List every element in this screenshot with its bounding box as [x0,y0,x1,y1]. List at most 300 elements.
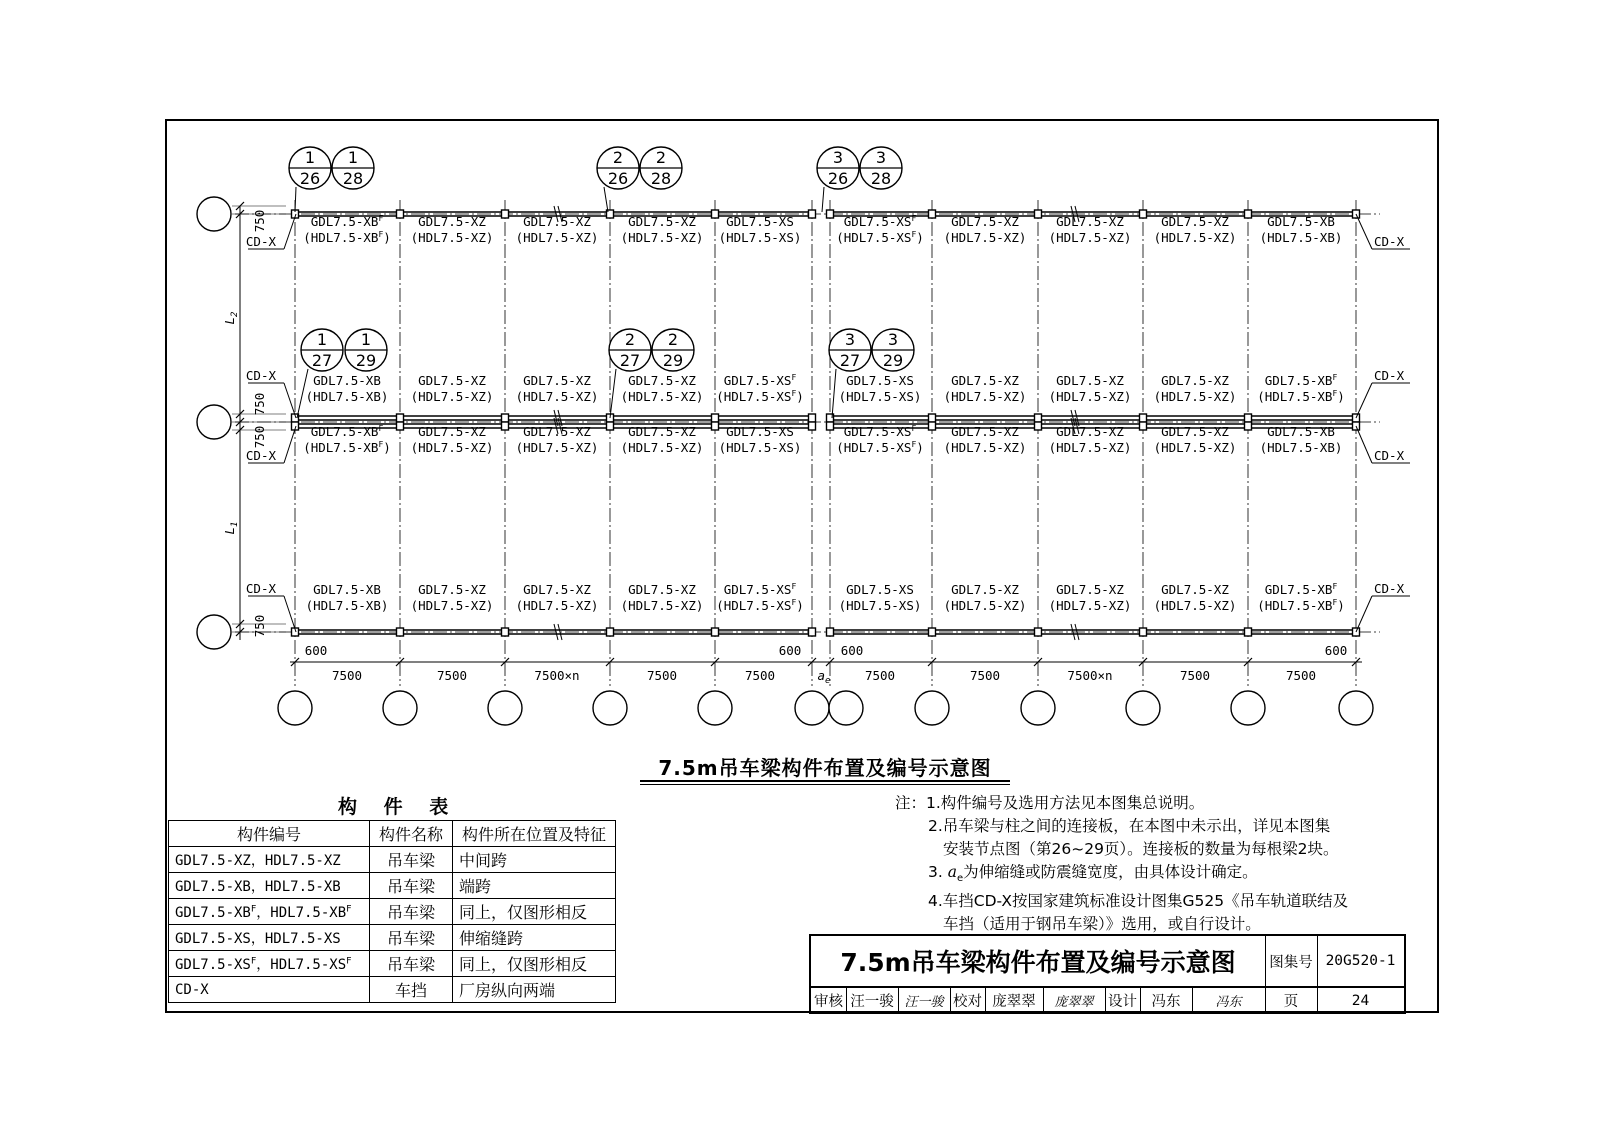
dim-750-bottom: 750 [252,614,267,638]
joint-mark-2-1 [397,422,404,430]
joint-mark-2-9 [1140,422,1147,430]
component-name: 吊车梁 [370,925,453,951]
beam-label-gdl-sup: F [911,424,917,433]
beam-label-hdl: $(HDL7.5-XB^F)$ [303,230,391,245]
design-label: 设计 [1105,987,1141,1014]
table-row [169,847,616,873]
span-label-4: 7500 [744,668,776,683]
beam-label-hdl: (HDL7.5-XZ) [515,230,599,245]
joint-mark-0-8 [1035,210,1042,218]
beam-label-gdl: GDL7.5-XS [726,424,794,439]
callout-mid-2 [609,329,651,371]
callout-top-number: 3 [875,148,887,167]
beam-label-hdl: (HDL7.5-XS) [718,440,802,455]
code-part-a: GDL7.5-XZ，HDL7.5-XZ [175,852,341,869]
column-axis-bubble-2 [488,691,522,725]
joint-mark-3-7 [929,628,936,636]
dim-750-mid-a: 750 [252,392,267,416]
column-marks [292,210,1360,636]
joint-mark-0-10 [1245,210,1252,218]
code-sup-a: F [250,903,257,914]
joint-mark-1-1 [397,414,404,422]
span-label-6: 7500 [969,668,1001,683]
header-code: 构件编号 [169,821,370,847]
beam-label-hdl: (HDL7.5-XZ) [943,230,1027,245]
beam-label-hdl: $(HDL7.5-XS^F)$ [716,598,804,613]
callout-bottom-number: 26 [299,169,321,188]
beam-label-gdl: GDL7.5-XZ [418,424,486,439]
component-code [169,977,370,1003]
callout-bottom-number: 29 [662,351,684,370]
callout-top-1 [332,147,374,189]
callout-top-number: 3 [844,330,856,349]
beam-label-gdl: GDL7.5-XZ [628,373,696,388]
component-name: 吊车梁 [370,899,453,925]
cd-x-leader-2 [284,426,296,463]
column-axis-bubble-3 [593,691,627,725]
beam-labels [303,214,1345,613]
note-1 [895,792,1348,815]
callout-top-2 [597,147,639,189]
component-position: 同上，仅图形相反 [453,899,616,925]
reviewer-signature: 汪一骏 [898,987,951,1014]
callout-mid-3 [652,329,694,371]
beam-label-hdl-close: ) [916,440,924,455]
callout-bottom-number: 28 [342,169,364,188]
beam-label-hdl-sup: F [911,230,917,239]
column-axis-bubble-0 [278,691,312,725]
notes [895,792,1348,936]
component-name: 吊车梁 [370,951,453,977]
beam-label-hdl-close: ) [383,230,391,245]
beam-label-hdl: (HDL7.5-XZ) [620,389,704,404]
code-part-a: GDL7.5-XS [175,956,251,973]
note-3 [895,861,1348,890]
beam-label-gdl: GDL7.5-XZ [1161,424,1229,439]
component-code [169,899,370,925]
beam-label-hdl: (HDL7.5-XZ) [943,598,1027,613]
cd-x-label-2: CD-X [245,448,276,463]
note-3-symbol: a [947,863,957,881]
dim-600-right: 600 [1324,643,1348,658]
title-block-title: 7.5m吊车梁构件布置及编号示意图 [811,936,1266,986]
component-name: 吊车梁 [370,847,453,873]
beam-label-gdl: $GDL7.5-XB^F$ [1264,582,1338,597]
beam-label-hdl-sup: F [911,440,917,449]
detail-callouts [289,147,917,418]
beam-label-gdl-sup: F [378,424,384,433]
beam-label-gdl: GDL7.5-XB [313,373,381,388]
joint-mark-2-8 [1035,422,1042,430]
component-code [169,873,370,899]
beam-label-gdl: GDL7.5-XZ [951,424,1019,439]
beam-label-hdl: (HDL7.5-XZ) [620,230,704,245]
beam-label-gdl: GDL7.5-XS [846,373,914,388]
callout-leader-0 [295,187,296,212]
joint-mark-1-8 [1035,414,1042,422]
callout-leader-5 [832,369,836,418]
column-axis-bubble-8 [1021,691,1055,725]
note-1-text: 1.构件编号及选用方法见本图集总说明。 [926,794,1205,812]
dim-600-left: 600 [304,643,328,658]
joint-mark-0-4 [712,210,719,218]
beam-label-hdl-sup: F [791,598,797,607]
beam-label-gdl: GDL7.5-XZ [951,214,1019,229]
code-part-a: CD-X [175,981,209,998]
cd-x-label-5: CD-X [1374,368,1405,383]
beam-label-gdl: GDL7.5-XZ [1056,373,1124,388]
callout-top-number: 3 [832,148,844,167]
callout-top-4 [817,147,859,189]
joint-mark-3-4 [712,628,719,636]
beam-label-hdl: (HDL7.5-XS) [718,230,802,245]
component-position: 中间跨 [453,847,616,873]
beam-label-hdl-close: ) [796,389,804,404]
cd-x-label-4: CD-X [1374,234,1405,249]
beam-label-gdl: GDL7.5-XB [1267,214,1335,229]
callout-bottom-number: 26 [607,169,629,188]
span-label-0: 7500 [331,668,363,683]
beam-label-hdl: (HDL7.5-XZ) [410,230,494,245]
column-axis-bubble-4 [698,691,732,725]
joint-mark-0-1 [397,210,404,218]
joint-mark-0-6 [827,210,834,218]
header-position: 构件所在位置及特征 [453,821,616,847]
callout-bottom-number: 29 [355,351,377,370]
joint-mark-1-2 [502,414,509,422]
beam-label-gdl: GDL7.5-XZ [523,373,591,388]
beam-label-hdl: (HDL7.5-XZ) [410,598,494,613]
code-part-a: GDL7.5-XB [175,904,251,921]
figure-title-underline-2 [640,784,1010,785]
span-label-7: 7500×n [1067,668,1113,683]
component-position: 厂房纵向两端 [453,977,616,1003]
dim-l1-sub: 1 [230,521,240,527]
table-row [169,977,616,1003]
beam-label-hdl: (HDL7.5-XZ) [1048,440,1132,455]
column-axis-bubble-7 [915,691,949,725]
joint-mark-3-6 [827,628,834,636]
joint-mark-2-5 [809,422,816,430]
component-code [169,925,370,951]
callout-top-number: 3 [887,330,899,349]
beam-label-gdl: GDL7.5-XZ [1056,214,1124,229]
callout-top-5 [860,147,902,189]
column-axis-bubble-9 [1126,691,1160,725]
callout-leader-2 [822,187,824,212]
component-position: 端跨 [453,873,616,899]
beam-label-gdl: GDL7.5-XB [313,582,381,597]
joint-mark-3-2 [502,628,509,636]
cd-x-label-0: CD-X [245,234,276,249]
beam-label-gdl: $GDL7.5-XS^F$ [723,373,797,388]
joint-mark-2-3 [607,422,614,430]
beam-label-hdl-sup: F [378,440,384,449]
code-part-b: ，HDL7.5-XB [256,904,347,921]
span-label-5: 7500 [864,668,896,683]
callout-leader-4 [610,369,616,418]
beam-label-hdl: (HDL7.5-XZ) [620,440,704,455]
joint-mark-0-2 [502,210,509,218]
beam-label-hdl: (HDL7.5-XZ) [1153,598,1237,613]
row-axis-bubble-2 [197,615,231,649]
beam-label-gdl-sup: F [911,214,917,223]
beam-label-hdl: $(HDL7.5-XS^F)$ [836,440,924,455]
figure-title-underline [640,780,1010,782]
beam-label-hdl-sup: F [1332,598,1338,607]
beam-label-hdl-close: ) [796,598,804,613]
beam-label-gdl: GDL7.5-XZ [1056,582,1124,597]
crane-beam-rails [295,206,1356,640]
cd-x-leader-5 [1356,383,1372,418]
row-axis-bubble-0 [197,197,231,231]
checker-signature: 庞翠翠 [1043,987,1106,1014]
table-row [169,873,616,899]
table-row [169,951,616,977]
beam-label-gdl: GDL7.5-XZ [418,582,486,597]
joint-width-sub: e [825,676,831,686]
beam-label-gdl: GDL7.5-XZ [1161,582,1229,597]
column-axis-bubble-6 [829,691,863,725]
callout-top-number: 1 [360,330,372,349]
beam-label-hdl: (HDL7.5-XZ) [515,389,599,404]
beam-label-hdl: $(HDL7.5-XB^F)$ [1257,598,1345,613]
beam-label-gdl: GDL7.5-XZ [418,373,486,388]
designer-signature: 冯东 [1192,987,1266,1014]
beam-label-hdl: (HDL7.5-XZ) [943,440,1027,455]
joint-mark-1-4 [712,414,719,422]
callout-top-3 [640,147,682,189]
cd-x-leader-4 [1356,214,1372,249]
beam-label-gdl: GDL7.5-XZ [1161,373,1229,388]
code-part-a: GDL7.5-XB，HDL7.5-XB [175,878,341,895]
beam-label-hdl: (HDL7.5-XZ) [515,598,599,613]
cd-x-leader-3 [284,596,296,632]
beam-label-gdl: GDL7.5-XZ [523,582,591,597]
beam-label-hdl: $(HDL7.5-XB^F)$ [1257,389,1345,404]
cd-x-leader-1 [284,383,296,418]
beam-label-gdl: GDL7.5-XZ [628,424,696,439]
callout-top-number: 2 [612,148,624,167]
beam-label-hdl-sup: F [1332,389,1338,398]
beam-label-gdl: GDL7.5-XZ [951,582,1019,597]
beam-label-gdl: GDL7.5-XS [846,582,914,597]
beam-label-hdl: (HDL7.5-XZ) [1048,389,1132,404]
joint-mark-2-7 [929,422,936,430]
note-3-num: 3. [928,863,943,881]
beam-label-hdl: (HDL7.5-XS) [838,598,922,613]
beam-label-gdl: GDL7.5-XZ [628,214,696,229]
joint-mark-3-1 [397,628,404,636]
notes-prefix: 注： [895,794,927,812]
callout-bottom-number: 27 [619,351,641,370]
note-4a: 4.车挡CD-X按国家建筑标准设计图集G525《吊车轨道联结及 [928,892,1349,911]
callout-bottom-number: 26 [827,169,849,188]
callout-mid-4 [829,329,871,371]
figure-title: 7.5m吊车梁构件布置及编号示意图 [658,756,992,780]
beam-label-hdl: $(HDL7.5-XS^F)$ [716,389,804,404]
beam-label-gdl: GDL7.5-XZ [628,582,696,597]
callout-mid-0 [301,329,343,371]
callout-top-number: 2 [624,330,636,349]
joint-mark-0-5 [809,210,816,218]
callout-mid-5 [872,329,914,371]
callout-bottom-number: 28 [650,169,672,188]
beam-label-gdl: GDL7.5-XZ [951,373,1019,388]
component-position: 伸缩缝跨 [453,925,616,951]
cd-x-leader-7 [1356,596,1372,632]
dim-l2-sub: 2 [230,311,240,317]
cd-x-leader-0 [284,214,296,249]
beam-label-hdl: (HDL7.5-XZ) [1048,598,1132,613]
beam-label-hdl: (HDL7.5-XZ) [1153,440,1237,455]
beam-label-hdl-sup: F [378,230,384,239]
beam-label-hdl: $(HDL7.5-XB^F)$ [303,440,391,455]
beam-label-hdl: (HDL7.5-XB) [1259,440,1343,455]
beam-label-hdl: (HDL7.5-XB) [305,389,389,404]
callout-top-number: 2 [655,148,667,167]
column-axis-bubble-10 [1231,691,1265,725]
cd-x-label-6: CD-X [1374,448,1405,463]
dim-600-mid-left: 600 [778,643,802,658]
beam-label-gdl-sup: F [791,373,797,382]
beam-label-gdl: GDL7.5-XZ [1056,424,1124,439]
dim-l1: $L_1$ [222,521,240,535]
beam-label-gdl: GDL7.5-XS [726,214,794,229]
dim-750-top: 750 [252,209,267,233]
beam-label-gdl: GDL7.5-XB [1267,424,1335,439]
cd-x-label-1: CD-X [245,368,276,383]
beam-label-gdl-sup: F [378,214,384,223]
joint-mark-3-8 [1035,628,1042,636]
review-label: 审核 [811,987,847,1014]
beam-label-gdl: $GDL7.5-XS^F$ [843,424,917,439]
component-code [169,847,370,873]
beam-label-gdl: GDL7.5-XZ [1161,214,1229,229]
beam-label-gdl-sup: F [1332,373,1338,382]
column-axis-bubble-1 [383,691,417,725]
beam-label-gdl: $GDL7.5-XB^F$ [310,214,384,229]
row-axis-bubble-1 [197,405,231,439]
dim-l2: $L_2$ [222,311,240,325]
note-4b: 车挡（适用于钢吊车梁）》选用，或自行设计。 [943,915,1261,934]
note-2a: 2.吊车梁与柱之间的连接板，在本图中未示出，详见本图集 [928,817,1331,835]
joint-mark-3-5 [809,628,816,636]
code-sup-a: F [250,955,257,966]
callout-top-number: 1 [304,148,316,167]
callout-top-number: 2 [667,330,679,349]
beam-label-hdl: $(HDL7.5-XS^F)$ [836,230,924,245]
joint-mark-0-7 [929,210,936,218]
dim-750-mid-b: 750 [252,425,267,449]
callout-bottom-number: 27 [839,351,861,370]
joint-mark-0-9 [1140,210,1147,218]
beam-label-gdl: $GDL7.5-XB^F$ [1264,373,1338,388]
callout-top-number: 1 [316,330,328,349]
beam-label-gdl: $GDL7.5-XS^F$ [723,582,797,597]
code-sup-b: F [346,903,352,914]
table-header-row [169,821,616,847]
atlas-label: 图集号 [1265,936,1318,986]
joint-width-label: $a_e$ [817,668,831,686]
beam-label-gdl: $GDL7.5-XS^F$ [843,214,917,229]
column-axis-bubble-5 [795,691,829,725]
callout-leader-1 [604,187,608,212]
callout-bottom-number: 27 [311,351,333,370]
checker-name: 庞翠翠 [985,987,1044,1014]
table-row [169,925,616,951]
beam-label-hdl-close: ) [1337,389,1345,404]
page-label: 页 [1265,987,1318,1014]
beam-label-hdl: (HDL7.5-XB) [305,598,389,613]
beam-label-gdl: GDL7.5-XZ [523,214,591,229]
callout-top-0 [289,147,331,189]
span-label-1: 7500 [436,668,468,683]
component-table-title: 构 件 表 [338,796,459,818]
callout-mid-1 [345,329,387,371]
beam-label-gdl: GDL7.5-XZ [418,214,486,229]
beam-label-hdl-close: ) [916,230,924,245]
header-name: 构件名称 [370,821,453,847]
joint-mark-2-4 [712,422,719,430]
joint-mark-3-10 [1245,628,1252,636]
span-label-2: 7500×n [534,668,580,683]
table-row [169,899,616,925]
atlas-number: 20G520-1 [1325,953,1396,969]
span-label-3: 7500 [646,668,678,683]
callout-top-number: 1 [347,148,359,167]
component-position: 同上，仅图形相反 [453,951,616,977]
joint-mark-2-10 [1245,422,1252,430]
note-3-text: 为伸缩缝或防震缝宽度，由具体设计确定。 [963,863,1258,881]
code-part-a: GDL7.5-XS，HDL7.5-XS [175,930,341,947]
joint-mark-1-7 [929,414,936,422]
joint-mark-2-2 [502,422,509,430]
cd-x-label-7: CD-X [1374,581,1405,596]
callout-bottom-number: 29 [882,351,904,370]
beam-label-gdl-sup: F [1332,582,1338,591]
beam-label-gdl-sup: F [791,582,797,591]
beam-label-hdl-close: ) [1337,598,1345,613]
beam-label-hdl: (HDL7.5-XZ) [515,440,599,455]
code-sup-b: F [346,955,352,966]
dim-600-mid-right: 600 [840,643,864,658]
beam-label-hdl-close: ) [383,440,391,455]
note-3-sub: e [956,873,964,885]
beam-label-hdl: (HDL7.5-XS) [838,389,922,404]
cd-x-label-3: CD-X [245,581,276,596]
span-label-9: 7500 [1285,668,1317,683]
joint-mark-3-9 [1140,628,1147,636]
beam-label-hdl: (HDL7.5-XZ) [410,389,494,404]
page-number: 24 [1351,992,1370,1009]
callout-bottom-number: 28 [870,169,892,188]
beam-label-hdl: (HDL7.5-XZ) [1048,230,1132,245]
beam-label-hdl: (HDL7.5-XZ) [943,389,1027,404]
joint-mark-1-10 [1245,414,1252,422]
beam-label-hdl: (HDL7.5-XZ) [1153,389,1237,404]
reviewer-name: 汪一骏 [846,987,899,1014]
component-table [168,820,616,1003]
joint-mark-1-9 [1140,414,1147,422]
component-name: 吊车梁 [370,873,453,899]
beam-label-gdl: $GDL7.5-XB^F$ [310,424,384,439]
beam-label-hdl: (HDL7.5-XB) [1259,230,1343,245]
span-label-8: 7500 [1179,668,1211,683]
note-2b: 安装节点图（第26~29页）。连接板的数量为每根梁2块。 [943,840,1339,858]
designer-name: 冯东 [1140,987,1193,1014]
code-part-b: ，HDL7.5-XS [256,956,347,973]
